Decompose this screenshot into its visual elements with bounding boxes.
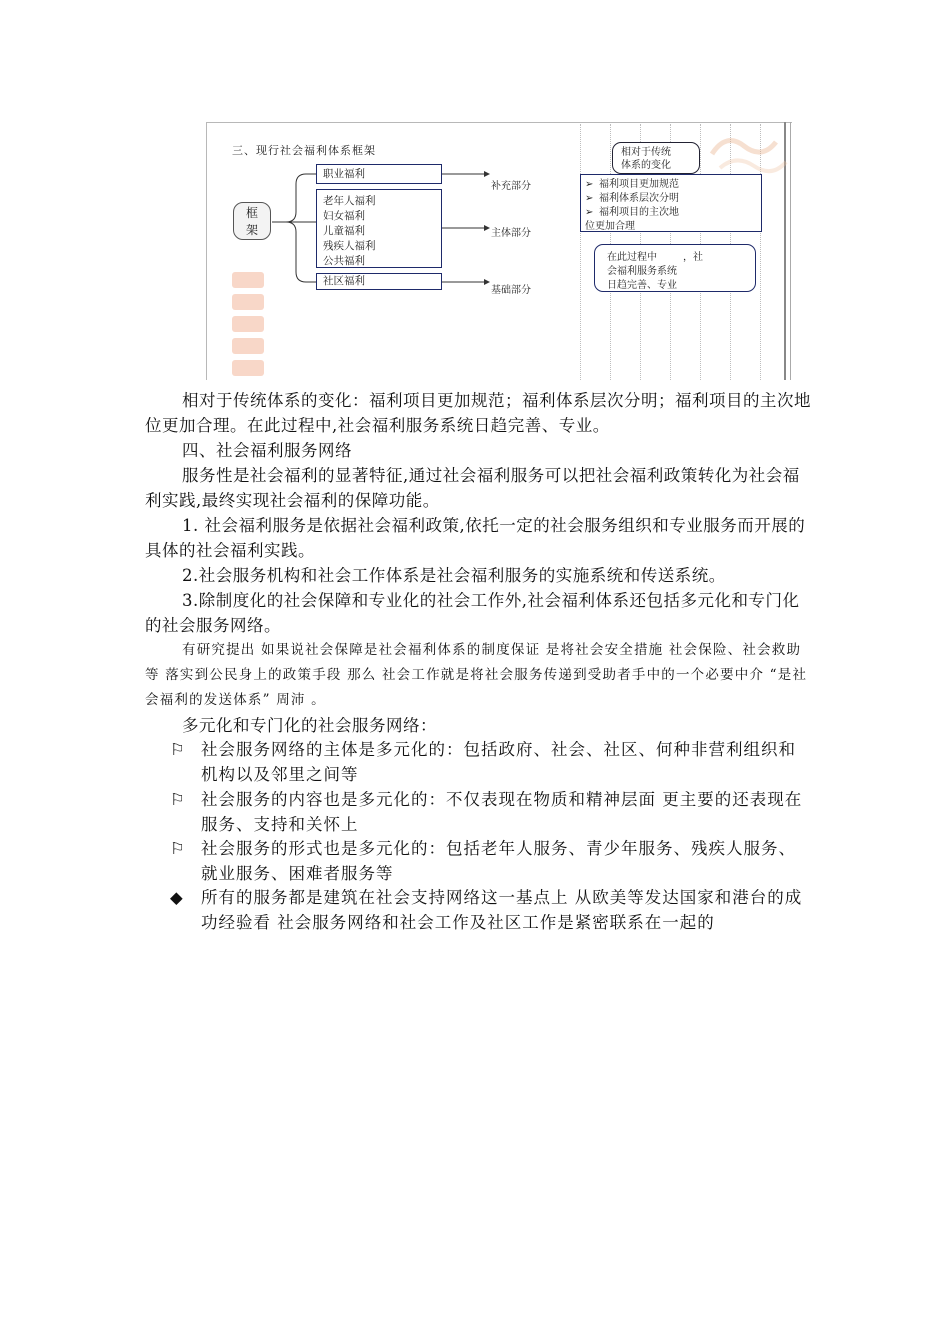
list-item-text: 所有的服务都是建筑在社会支持网络这一基点上 从欧美等发达国家和港台的成功经验看 社会服务网络和社会工作及社区工作是紧密联系在一起的 (201, 888, 803, 932)
main-item: 儿童福利 (323, 225, 365, 237)
paragraph-network-heading: 多元化和专门化的社会服务网络： (182, 716, 437, 735)
basic-part-label: 基础部分 (491, 285, 531, 296)
changes-box (580, 174, 762, 232)
process-line: 日趋完善、专业 (607, 280, 677, 291)
list-item (170, 885, 815, 960)
flag-bullet-icon: ⚐ (170, 740, 186, 759)
framework-figure (206, 122, 792, 380)
list-item-text: 社会服务网络的主体是多元化的：包括政府、社会、社区、何种非营利组织和机构以及邻里之间等 (201, 740, 796, 784)
main-item: 残疾人福利 (323, 240, 376, 252)
main-item: 公共福利 (323, 255, 365, 267)
flag-bullet-icon: ⚐ (170, 839, 186, 858)
list-item (170, 737, 815, 787)
list-item-text: 社会服务的形式也是多元化的：包括老年人服务、青少年服务、残疾人服务、就业服务、困难者服务等 (201, 839, 796, 883)
change-item: 福利项目的主次地 (599, 207, 679, 218)
paragraph-point-3: 3.除制度化的社会保障和专业化的社会工作外,社会福利体系还包括多元化和专门化的社会服务网络。 (145, 591, 800, 635)
change-item: 福利体系层次分明 (599, 193, 679, 204)
change-item-tail: 位更加合理 (585, 221, 635, 232)
paragraph-changes: 相对于传统体系的变化：福利项目更加规范；福利体系层次分明；福利项目的主次地位更加合理。在此过程中,社会福利服务系统日趋完善、专业。 (145, 391, 811, 435)
main-part-label: 主体部分 (491, 228, 531, 239)
relative-change-label: 相对于传统 体系的变化 (621, 147, 671, 171)
main-item: 老年人福利 (323, 195, 376, 207)
research-quote: 有研究提出 如果说社会保障是社会福利体系的制度保证 是将社会安全措施 社会保险、社会救助等 落实到公民身上的政策手段 那么 社会工作就是将社会服务传递到受助者手中的一个必要中介 “是社会福利的发送体系” 周沛 。 (145, 642, 808, 708)
paragraph-service-nature: 服务性是社会福利的显著特征,通过社会福利服务可以把社会福利政策转化为社会福利实践,最终实现社会福利的保障功能。 (145, 466, 800, 510)
occupational-welfare-box: 职业福利 (316, 164, 442, 184)
paragraph-point-2: 2.社会服务机构和社会工作体系是社会福利服务的实施系统和传送系统。 (182, 566, 726, 585)
relative-change-box (612, 142, 700, 174)
process-line-tail: ，社 (683, 252, 703, 263)
process-line: 在此过程中 (607, 252, 657, 263)
framework-label: 框 架 (245, 206, 258, 237)
supplement-label: 补充部分 (491, 181, 531, 192)
arrow-bullet-icon: ➢ (585, 179, 594, 190)
arrow-bullet-icon: ➢ (585, 193, 594, 204)
list-item-text: 社会服务的内容也是多元化的：不仅表现在物质和精神层面 更主要的还表现在服务、支持和关怀上 (201, 790, 803, 834)
diamond-bullet-icon: ◆ (170, 888, 184, 907)
process-box (594, 244, 756, 292)
process-line: 会福利服务系统 (607, 266, 677, 277)
list-item (170, 836, 815, 886)
community-welfare-box: 社区福利 (316, 273, 442, 290)
main-item: 妇女福利 (323, 210, 365, 222)
framework-box (233, 202, 271, 240)
figure-title: 三、现行社会福利体系框架 (232, 144, 376, 157)
change-item: 福利项目更加规范 (599, 179, 679, 190)
arrow-bullet-icon: ➢ (585, 207, 594, 218)
main-welfare-box (316, 189, 442, 268)
section-heading: 四、社会福利服务网络 (182, 441, 352, 460)
flag-bullet-icon: ⚐ (170, 790, 186, 809)
list-item (170, 787, 815, 837)
paragraph-point-1: 1. 社会福利服务是依据社会福利政策,依托一定的社会服务组织和专业服务而开展的具体的社会福利实践。 (145, 516, 806, 560)
